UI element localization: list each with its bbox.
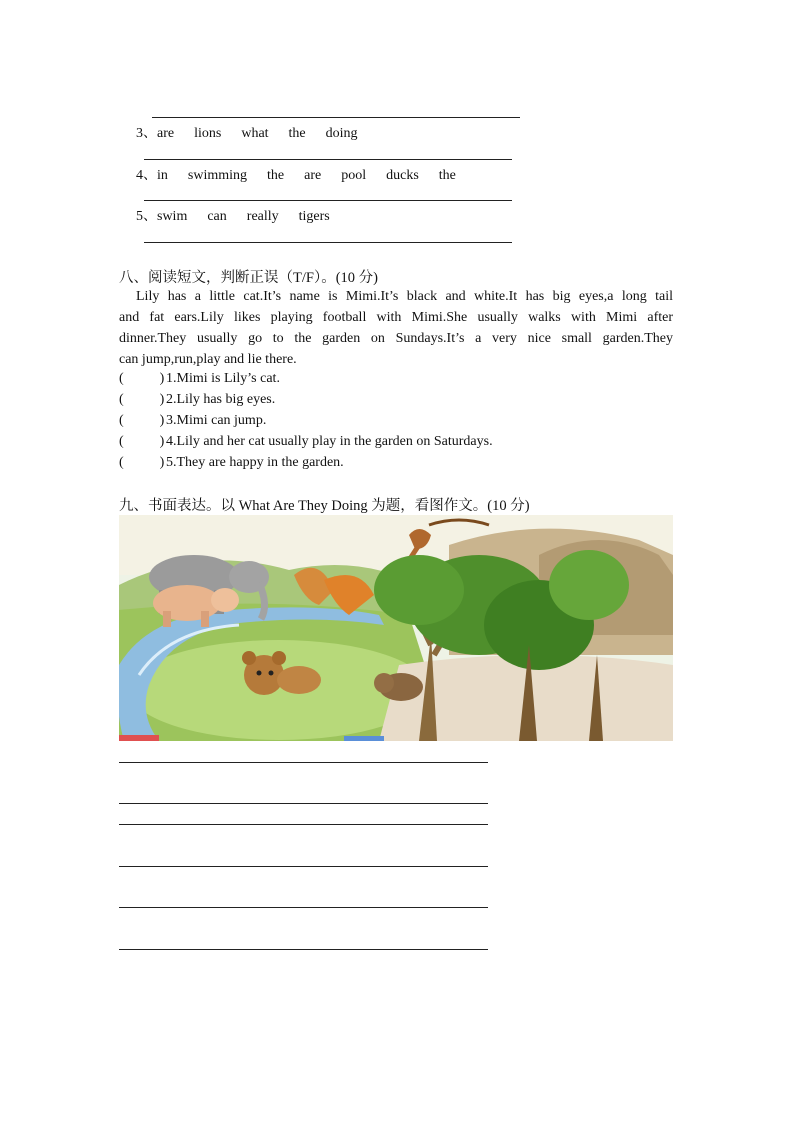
question-text: 2.Lily has big eyes. (166, 392, 276, 407)
answer-blank[interactable]: ( ) (119, 371, 165, 386)
question-5 (119, 455, 344, 471)
passage-line: dinner.They usually go to the garden on Sundays.It’s a very nice small garden.They (119, 331, 673, 346)
question-4 (119, 434, 493, 450)
writing-line-2[interactable] (119, 803, 488, 804)
item-number: 3、 (136, 126, 157, 141)
word: really (246, 209, 279, 224)
question-text: 4.Lily and her cat usually play in the garden on Saturdays. (166, 434, 493, 449)
writing-line-5[interactable] (119, 907, 488, 908)
reorder-item-4 (136, 164, 476, 184)
word: can (207, 209, 227, 224)
word: swim (157, 209, 188, 224)
word: in (157, 168, 168, 183)
writing-line-1[interactable] (119, 762, 488, 763)
writing-line-6[interactable] (119, 949, 488, 950)
answer-line-3[interactable] (144, 159, 512, 160)
zoo-scene (119, 515, 673, 741)
question-1 (119, 371, 280, 387)
reorder-item-3 (136, 122, 378, 142)
writing-line-3[interactable] (119, 824, 488, 825)
word: tigers (298, 209, 330, 224)
word: doing (325, 126, 358, 141)
reading-heading: 八、阅读短文，判断正误（T/F）。(10 分) (119, 270, 378, 286)
question-text: 5.They are happy in the garden. (166, 455, 344, 470)
word: pool (341, 168, 367, 183)
answer-blank[interactable]: ( ) (119, 455, 165, 470)
answer-line-2[interactable] (152, 117, 520, 118)
word: ducks (386, 168, 419, 183)
writing-heading: 九、书面表达。以 What Are They Doing 为题，看图作文。(10 分) (119, 498, 530, 514)
word: are (304, 168, 322, 183)
answer-blank[interactable]: ( ) (119, 413, 165, 428)
answer-blank[interactable]: ( ) (119, 392, 165, 407)
passage-line: and fat ears.Lily likes playing football with Mimi.She usually walks with Mimi after (119, 310, 673, 325)
word: swimming (187, 168, 248, 183)
item-number: 5、 (136, 209, 157, 224)
passage-line: Lily has a little cat.It’s name is Mimi.It’s black and white.It has big eyes,a long tail (136, 289, 673, 304)
reorder-item-5 (136, 205, 350, 225)
passage-line: can jump,run,play and lie there. (119, 352, 297, 367)
zoo-illustration (119, 515, 673, 741)
answer-blank[interactable]: ( ) (119, 434, 165, 449)
item-number: 4、 (136, 168, 157, 183)
reading-passage (119, 286, 673, 370)
question-2 (119, 392, 275, 408)
word: what (241, 126, 269, 141)
question-text: 3.Mimi can jump. (166, 413, 267, 428)
answer-line-4[interactable] (144, 200, 512, 201)
word: lions (194, 126, 222, 141)
writing-line-4[interactable] (119, 866, 488, 867)
word: the (267, 168, 285, 183)
answer-line-5[interactable] (144, 242, 512, 243)
word: the (288, 126, 306, 141)
word: the (438, 168, 456, 183)
question-3 (119, 413, 266, 429)
question-text: 1.Mimi is Lily’s cat. (166, 371, 280, 386)
word: are (157, 126, 175, 141)
